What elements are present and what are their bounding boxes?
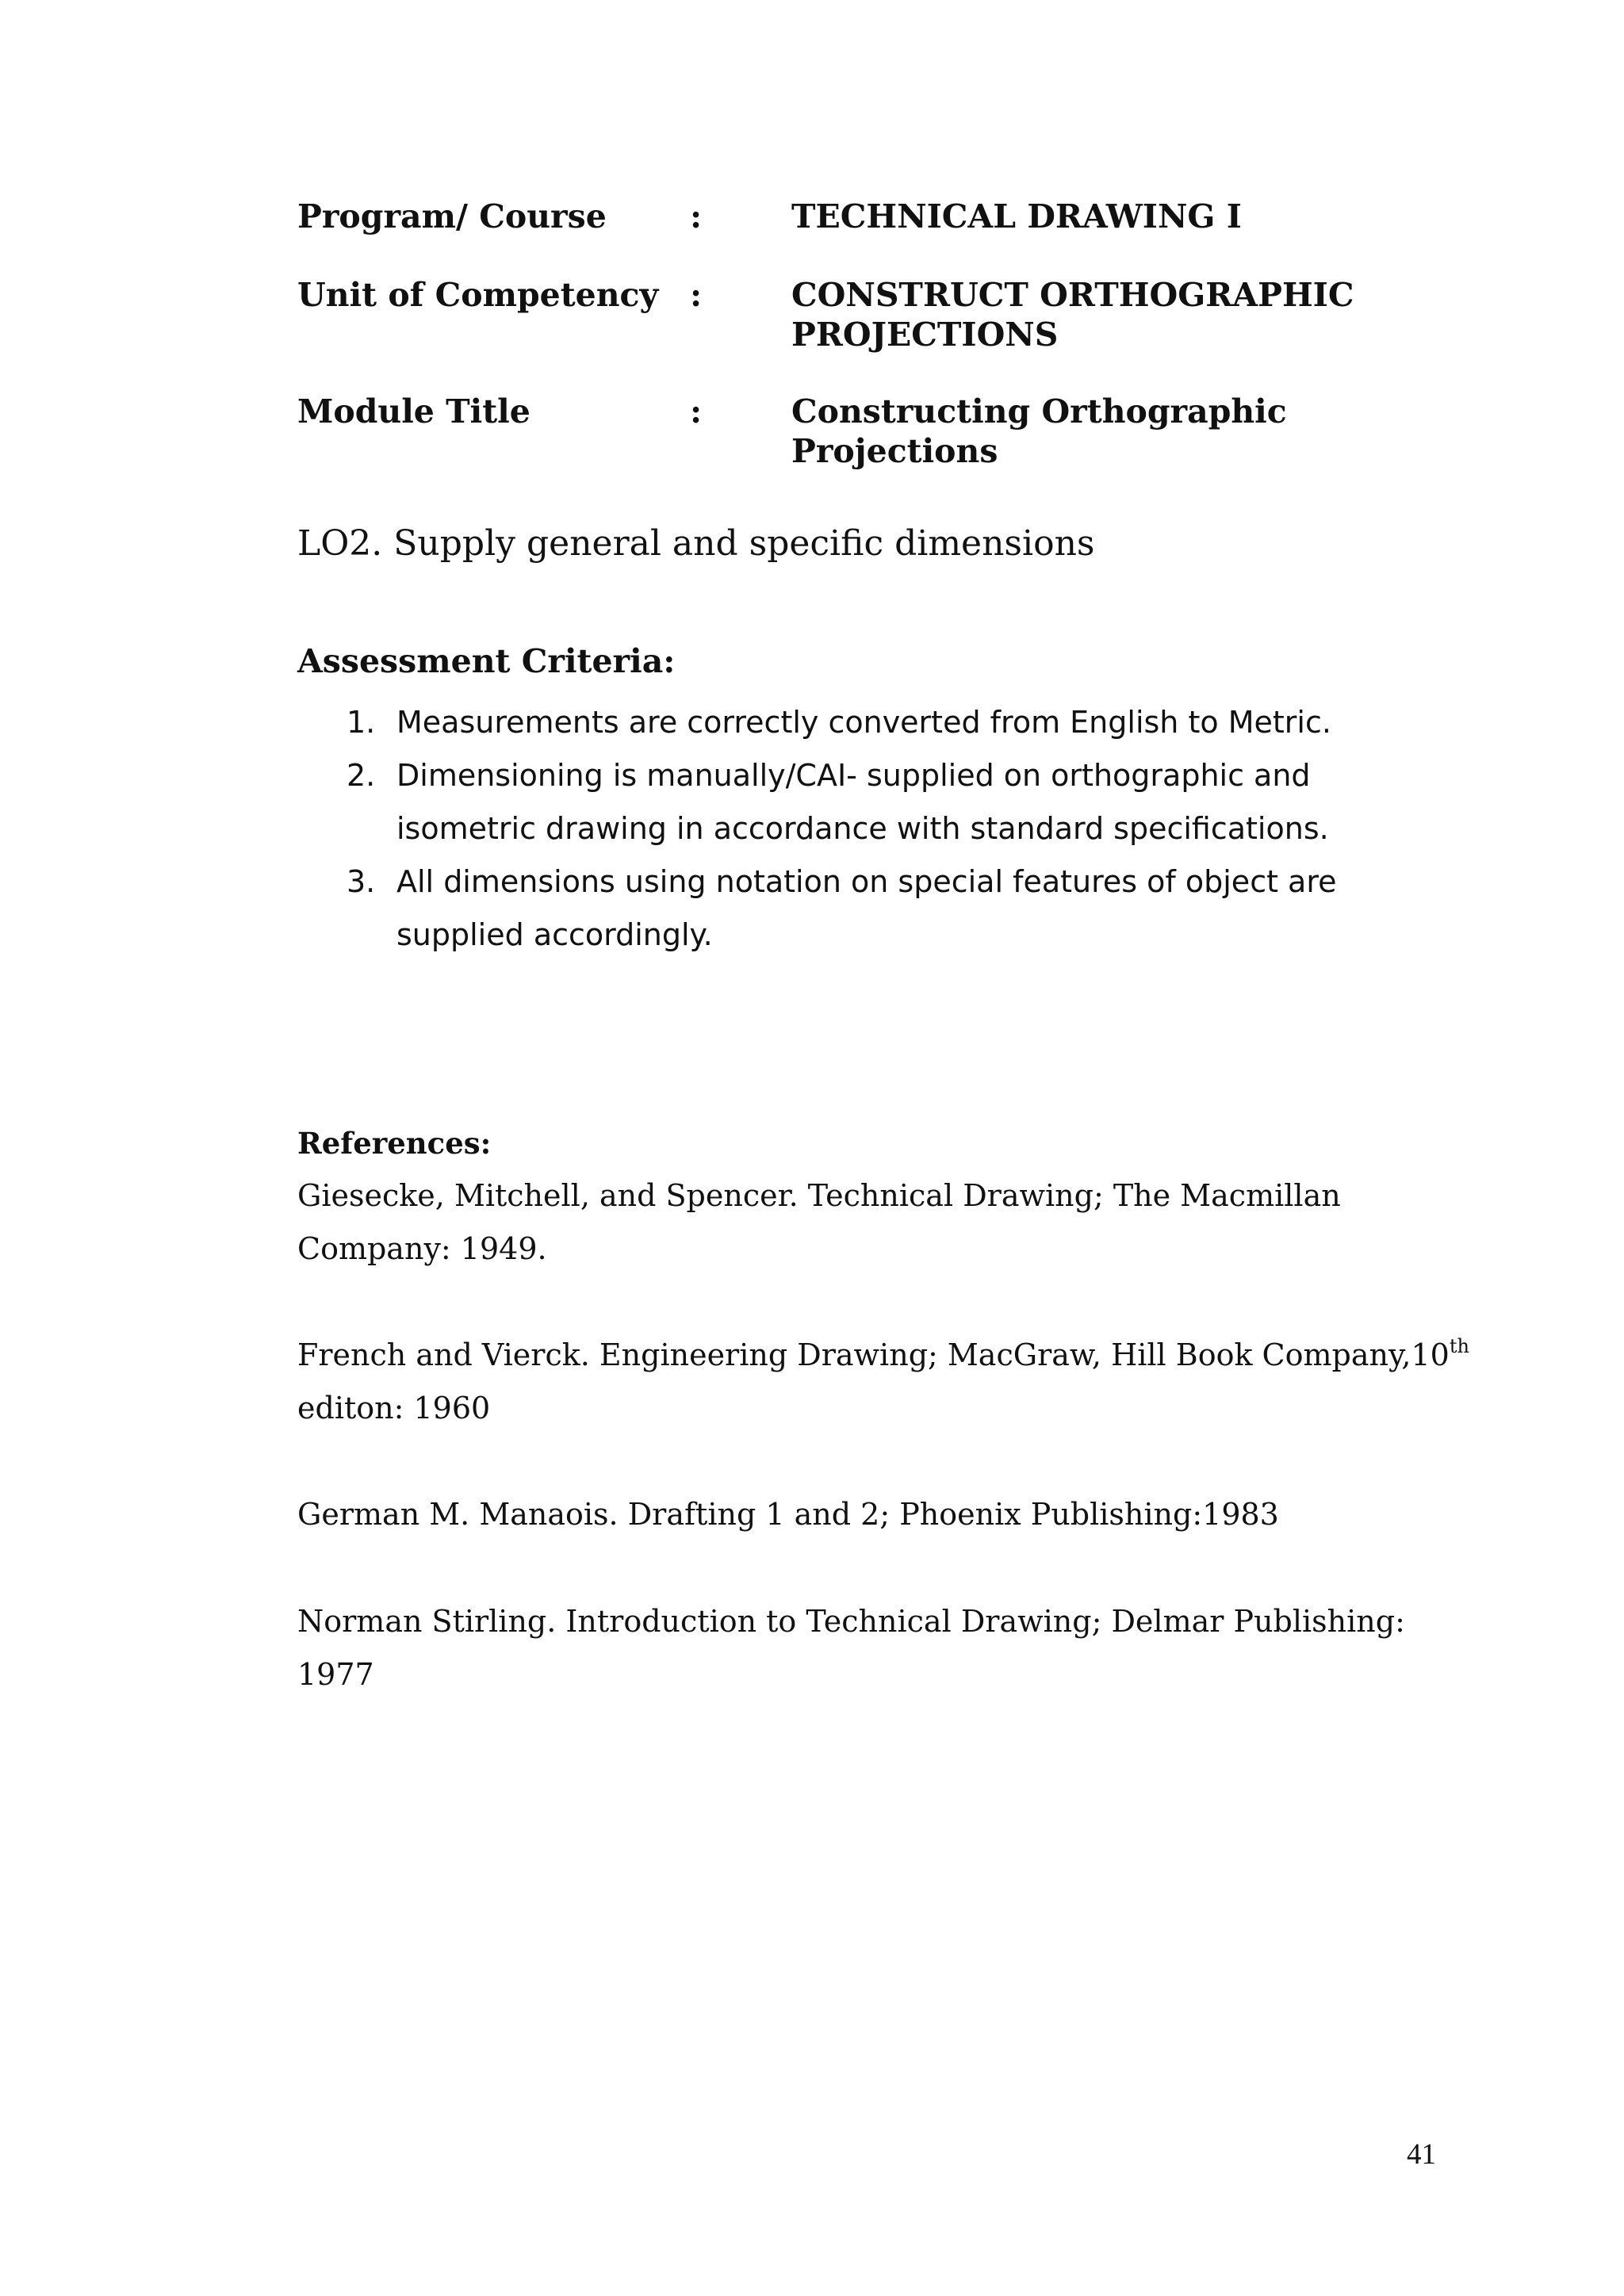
list-item-text: Measurements are correctly converted from English to Metric. (396, 705, 1331, 740)
list-item-number: 2. (347, 758, 376, 793)
list-item-number: 3. (347, 864, 376, 899)
header-colon: : (690, 197, 703, 235)
list-item (297, 749, 1487, 855)
list-item-number: 1. (347, 705, 376, 740)
header-label: Program/ Course (297, 197, 607, 235)
list-item-text: supplied accordingly. (396, 917, 713, 952)
reference-item (297, 1169, 1487, 1276)
header-value (791, 275, 1426, 354)
reference-text: Giesecke, Mitchell, and Spencer. Technical Drawing; The Macmillan (297, 1178, 1341, 1213)
references-title: References: (297, 1126, 492, 1161)
header-value (791, 392, 1426, 471)
assessment-title: Assessment Criteria: (297, 642, 676, 680)
header-value-line: PROJECTIONS (791, 316, 1059, 354)
reference-text: 1977 (297, 1657, 374, 1692)
header-value-line: Constructing Orthographic (791, 392, 1287, 430)
assessment-criteria-list (297, 696, 1487, 962)
header-value-line: CONSTRUCT ORTHOGRAPHIC (791, 276, 1354, 314)
reference-text-line (297, 1329, 1487, 1382)
learning-outcome: LO2. Supply general and specific dimensions (297, 523, 1095, 564)
reference-item (297, 1329, 1487, 1435)
reference-text: French and Vierck. Engineering Drawing; MacGraw, Hill Book Company,10 (297, 1337, 1450, 1372)
list-item-text: All dimensions using notation on special features of object are (396, 864, 1337, 899)
reference-text: German M. Manaois. Drafting 1 and 2; Phoenix Publishing:1983 (297, 1497, 1279, 1532)
header-value-line: Projections (791, 432, 998, 470)
reference-text: Company: 1949. (297, 1231, 547, 1266)
reference-superscript: th (1449, 1335, 1469, 1357)
reference-text: Norman Stirling. Introduction to Technical Drawing; Delmar Publishing: (297, 1604, 1405, 1639)
header-label: Module Title (297, 392, 530, 430)
reference-item (297, 1488, 1487, 1541)
list-item-text: isometric drawing in accordance with standard specifications. (396, 811, 1329, 846)
header-colon: : (690, 276, 703, 314)
page-number: 41 (1407, 2138, 1436, 2171)
reference-item (297, 1595, 1487, 1701)
list-item (297, 855, 1487, 962)
header-colon: : (690, 392, 703, 430)
header-value: TECHNICAL DRAWING I (791, 197, 1242, 235)
reference-text: editon: 1960 (297, 1391, 491, 1425)
list-item-text: Dimensioning is manually/CAI- supplied on orthographic and (396, 758, 1311, 793)
header-label: Unit of Competency (297, 276, 659, 314)
list-item (297, 696, 1487, 749)
